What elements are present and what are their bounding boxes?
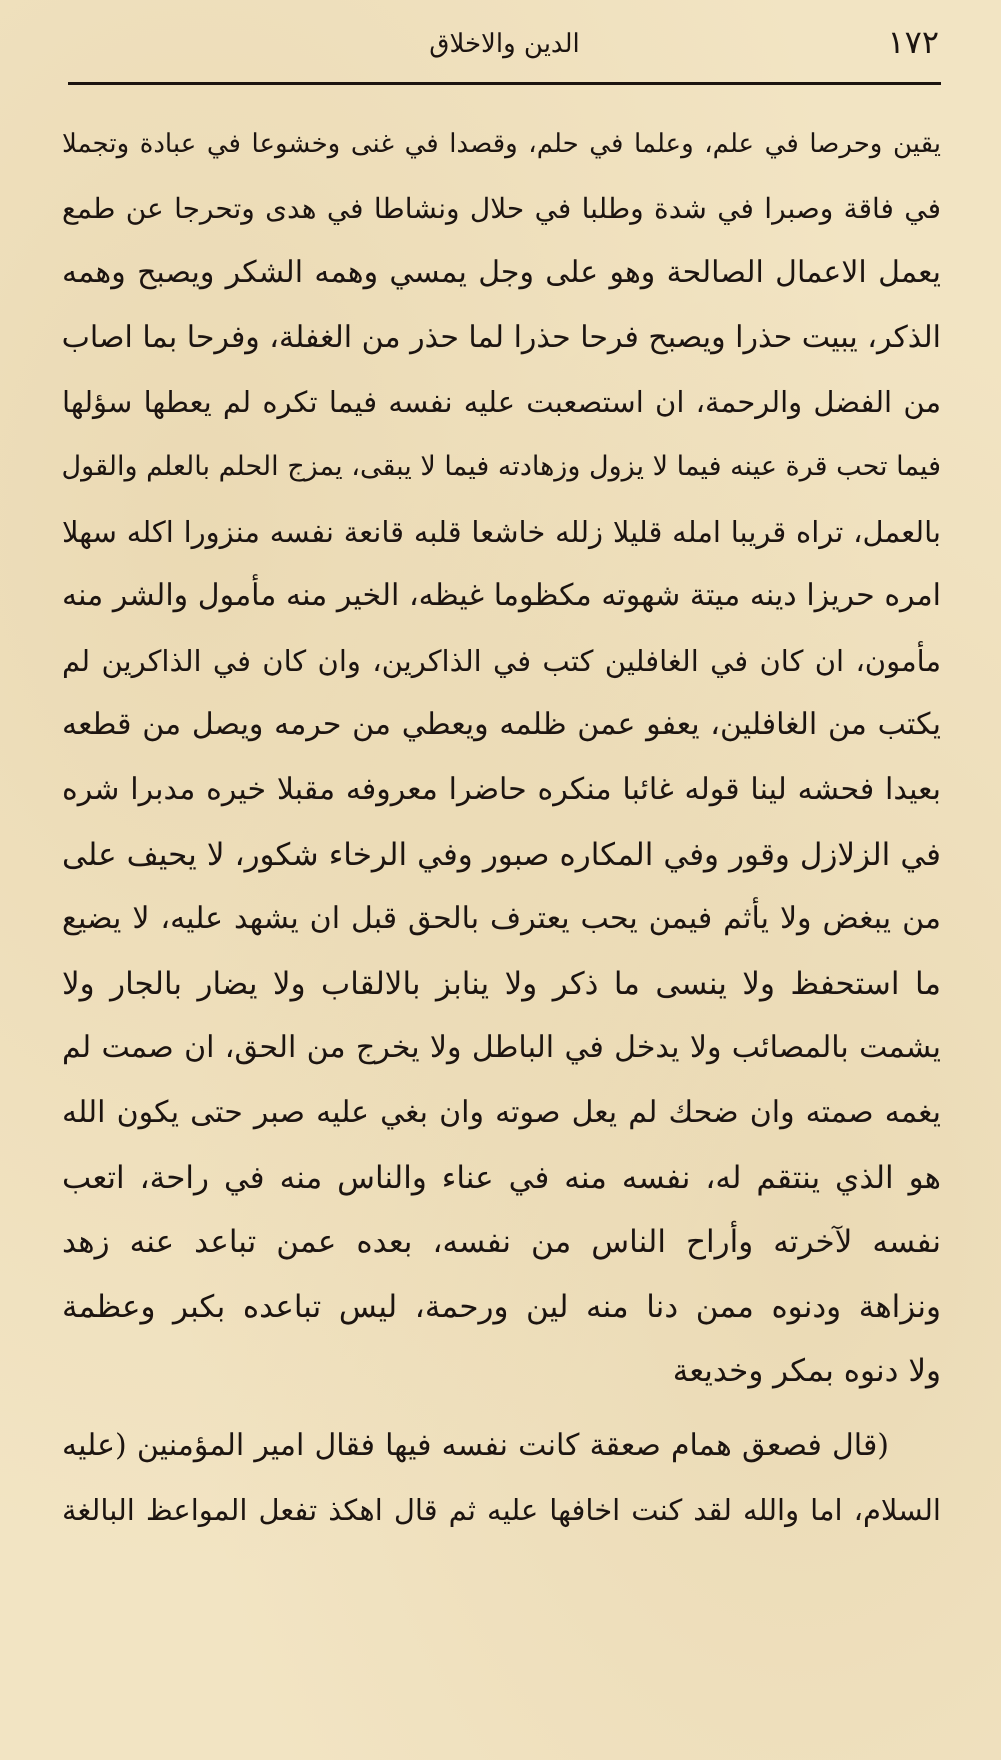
- text-line: هو الذي ينتقم له، نفسه منه في عناء والناس منه في راحة، اتعب: [62, 1159, 941, 1196]
- text-line: نفسه لآخرته وأراح الناس من نفسه، بعده عمن تباعد عنه زهد: [62, 1224, 941, 1261]
- text-line: ونزاهة ودنوه ممن دنا منه لين ورحمة، ليس تباعده بكبر وعظمة: [62, 1288, 941, 1325]
- text-line: يشمت بالمصائب ولا يدخل في الباطل ولا يخرج من الحق، ان صمت لم: [62, 1030, 941, 1066]
- paragraph-gap: [62, 1404, 941, 1414]
- header-rule: [68, 82, 941, 85]
- text-line: من الفضل والرحمة، ان استصعبت عليه نفسه فيما تكره لم يعطها سؤلها: [62, 385, 941, 420]
- text-line: في فاقة وصبرا في شدة وطلبا في حلال ونشاطا في هدى وتحرجا عن طمع: [62, 191, 941, 225]
- text-line: السلام، اما والله لقد كنت اخافها عليه ثم قال اهكذ تفعل المواعظ البالغة: [62, 1493, 941, 1528]
- text-line: امره حريزا دينه ميتة شهوته مكظوما غيظه، الخير منه مأمول والشر منه: [62, 578, 941, 614]
- text-line: يقين وحرصا في علم، وعلما في حلم، وقصدا في غنى وخشوعا في عبادة وتجملا: [62, 129, 941, 159]
- text-line: (قال فصعق همام صعقة كانت نفسه فيها فقال امير المؤمنين (عليه: [62, 1427, 889, 1463]
- text-line: من يبغض ولا يأثم فيمن يحب يعترف بالحق قبل ان يشهد عليه، لا يضيع: [62, 901, 941, 937]
- text-line: فيما تحب قرة عينه فيما لا يزول وزهادته فيما لا يبقى، يمزج الحلم بالعلم والقول: [62, 450, 941, 482]
- page-header: [70, 20, 939, 70]
- text-line: يعمل الاعمال الصالحة وهو على وجل يمسي وهمه الشكر ويصبح وهمه: [62, 255, 941, 291]
- text-line: الذكر، يبيت حذرا ويصبح فرحا حذرا لما حذر من الغفلة، وفرحا بما اصاب: [62, 319, 941, 355]
- text-line: ولا دنوه بمكر وخديعة: [672, 1353, 941, 1390]
- body-text: [62, 112, 941, 1543]
- page-number: ١٧٢: [887, 23, 939, 61]
- running-title: الدين والاخلاق: [429, 29, 580, 59]
- text-line: ما استحفظ ولا ينسى ما ذكر ولا ينابز بالالقاب ولا يضار بالجار ولا: [62, 965, 941, 1002]
- text-line: يكتب من الغافلين، يعفو عمن ظلمه ويعطي من حرمه ويصل من قطعه: [62, 707, 941, 743]
- text-line: يغمه صمته وان ضحك لم يعل صوته وان بغي عليه صبر حتى يكون الله: [62, 1094, 941, 1130]
- text-line: مأمون، ان كان في الغافلين كتب في الذاكرين، وان كان في الذاكرين لم: [62, 643, 941, 678]
- text-line: بالعمل، تراه قريبا امله قليلا زلله خاشعا قلبه قانعة نفسه منزورا اكله سهلا: [62, 514, 941, 549]
- text-line: في الزلازل وقور وفي المكاره صبور وفي الرخاء شكور، لا يحيف على: [62, 836, 941, 873]
- text-line: بعيدا فحشه لينا قوله غائبا منكره حاضرا معروفه مقبلا خيره مدبرا شره: [62, 771, 941, 807]
